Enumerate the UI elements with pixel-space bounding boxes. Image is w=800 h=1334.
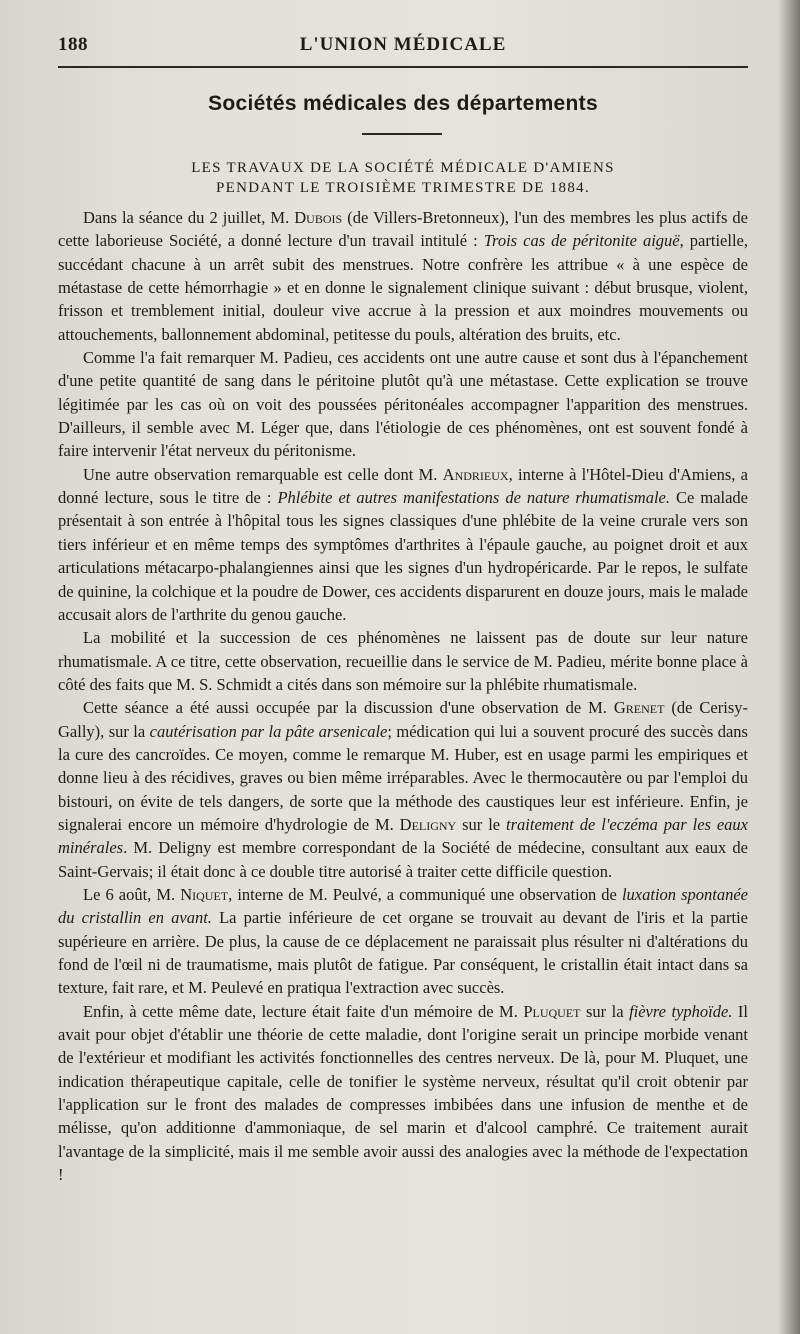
paragraph-text: Ce malade présentait à son entrée à l'hôpital tous les signes classiques d'une phlébite de la veine crurale vers son tiers inférieur et en même temps des symptômes d'arthrites à l'épaule gauche, au poignet droit et aux articulations métacarpo-phalangiennes ainsi que les signes d'un hydropéricarde. Par le repos, le sulfate de quinine, la colchique et la poudre de Dower, ces accidents disparurent en douze jours, mais le malade accusait alors de l'arthrite du genou gauche.	[58, 488, 749, 624]
paragraph-text: La partie inférieure de cet organe se trouvait au devant de l'iris et la partie supérieure en arrière. De plus, la cause de ce déplacement ne paraissait plus résulter ni d'altérations du fond de l'œil ni de traumatisme, mais plutôt de fatigue. Par conséquent, le cristallin était intact dans sa texture, fait rare, et M. Peulevé en pratiqua l'extraction avec succès.	[58, 908, 748, 998]
paragraph-text: sur le	[456, 814, 507, 834]
paragraph-text: , partielle, succédant chacune à un arrêt subit des menstrues. Notre confrère les attribue « à une espèce de métastase de cette hémorrhagie » et en donne le signalement clinique suivant : début brusque, violent, frisson et tremblement initial, douleur vive accrue à la pression et aux moindres mouvements ou attouchements, ballonnement abdominal, petitesse du pouls, altération des bruits, etc.	[58, 231, 748, 344]
paragraph	[58, 883, 748, 1000]
author-name: Deligny	[399, 814, 457, 834]
paragraph-text: Il avait pour objet d'établir une théorie de cette maladie, dont l'origine serait un principe morbide venant de l'extérieur et modifiant les activités fonctionnelles des centres nerveux. De là, pour M. Pluquet, une indication thérapeutique capitale, celle de tonifier le système nerveux, résultat qu'il croit obtenir par l'application sur le front des malades de compresses imbibées dans une infusion de menthe et de mélisse, qu'on additionne d'ammoniaque, de sel marin et d'alcool camphré. Ce traitement aurait l'avantage de la simplicité, mais il me semble avoir aussi des analogies avec la méthode de l'expectation !	[58, 1001, 749, 1185]
paragraph-text: Le 6 août, M.	[83, 884, 181, 904]
italic-title: fièvre typhoïde.	[629, 1001, 733, 1021]
paragraph	[58, 346, 748, 463]
paragraph-text: (de Villers-Bretonneux), l'un des membres les plus actifs de cette laborieuse Société, a donné lecture d'un travail intitulé :	[58, 208, 748, 251]
paragraph-text: (de Cerisy-Gally), sur la	[58, 698, 748, 741]
author-name: Andrieux	[442, 464, 509, 484]
paragraph-text: Cette séance a été aussi occupée par la discussion d'une observation de M.	[83, 698, 614, 718]
section-heading: Sociétés médicales des départements	[208, 92, 598, 115]
running-header	[58, 34, 748, 64]
paragraph-text: sur la	[580, 1001, 630, 1021]
paragraph-text: Comme l'a fait remarquer M. Padieu, ces accidents ont une autre cause et sont dus à l'épanchement d'une petite quantité de sang dans le péritoine plutôt qu'à une métastase. Cette explication se trouve légitimée par les cas où on voit des poussées péritonéales accompagner l'apparition des menstrues. D'ailleurs, il semble avec M. Léger que, dans l'étiologie de ces phénomènes, ont est souvent fondé à faire intervenir l'état nerveux du péritonisme.	[58, 348, 748, 461]
paragraph-text: . M. Deligny est membre correspondant de la Société de médecine, consultant aux eaux de Saint-Gervais; il était donc à ce double titre autorisé à traiter cette difficile question.	[58, 838, 748, 881]
author-name: Niquet	[180, 884, 229, 904]
paragraph-text: , interne à l'Hôtel-Dieu d'Amiens, a donné lecture, sous le titre de :	[58, 464, 748, 508]
paragraph-text: La mobilité et la succession de ces phénomènes ne laissent pas de doute sur leur nature rhumatismale. A ce titre, cette observation, recueillie dans le service de M. Padieu, mérite bonne place à côté des faits que M. S. Schmidt a cités dans son mémoire sur la phlébite rhumatismale.	[58, 628, 748, 694]
paragraph-text: , interne de M. Peulvé, a communiqué une observation de	[228, 884, 622, 904]
paragraph	[58, 696, 748, 883]
paragraph-text: Dans la séance du 2 juillet, M.	[83, 208, 295, 227]
paragraph	[58, 626, 748, 696]
journal-title: L'UNION MÉDICALE	[299, 34, 507, 55]
italic-title: cautérisation par la pâte arsenicale	[149, 721, 388, 741]
section-divider	[362, 133, 442, 135]
italic-title: luxation spontanée du cristallin en avant.	[58, 884, 748, 928]
author-name: Grenet	[613, 698, 665, 718]
italic-title: Phlébite et autres manifestations de nature rhumatismale.	[277, 488, 670, 508]
article-heading-line-2: PENDANT LE TROISIÈME TRIMESTRE DE 1884.	[215, 180, 591, 196]
paragraph	[58, 463, 748, 626]
paragraph-text: Une autre observation remarquable est celle dont M.	[83, 464, 443, 484]
paragraph-text: Enfin, à cette même date, lecture était faite d'un mémoire de M.	[83, 1001, 524, 1021]
paragraph-text: ; médication qui lui a souvent procuré des succès dans la cure des cancroïdes. Ce moyen, comme le remarque M. Huber, est en usage parmi les empiriques et donne lieu à des récidives, graves ou bien même irréparables. Avec le thermocautère ou par l'emploi du bistouri, on évite de tels dangers, de sorte que la méthode des caustiques leur est inférieure. Enfin, je signalerai encore un mémoire d'hydrologie de M.	[58, 721, 748, 834]
article-body	[58, 206, 748, 1186]
page-number: 188	[58, 34, 88, 55]
italic-title: Trois cas de péritonite aiguë	[483, 231, 680, 251]
page-spine-shadow	[778, 0, 800, 1334]
article-heading-line-1: LES TRAVAUX DE LA SOCIÉTÉ MÉDICALE D'AMIENS	[191, 160, 615, 176]
italic-title: traitement de l'eczéma par les eaux minérales	[58, 814, 749, 858]
author-name: Dubois	[294, 208, 343, 227]
paragraph	[58, 206, 748, 346]
paragraph	[58, 1000, 748, 1187]
header-rule	[58, 66, 748, 68]
author-name: Pluquet	[523, 1001, 581, 1021]
